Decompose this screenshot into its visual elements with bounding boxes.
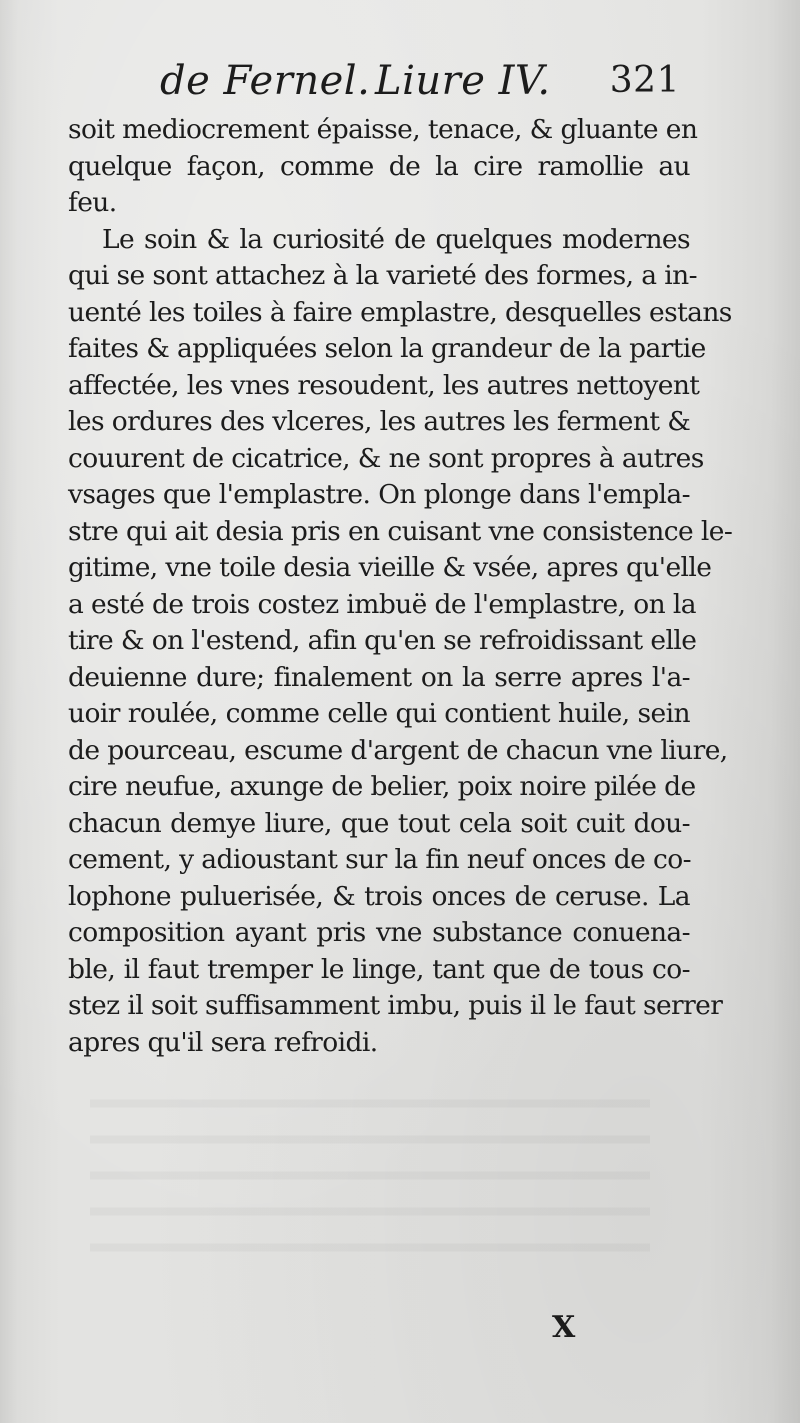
text-line: lophone puluerisée, & trois onces de ceruse. La xyxy=(68,880,690,912)
text-line: soit mediocrement épaisse, tenace, & gluante en xyxy=(68,114,698,145)
running-head-book: Liure IV. xyxy=(375,58,551,104)
show-through xyxy=(90,1085,650,1275)
text-line: faites & appliquées selon la grandeur de la partie xyxy=(68,333,706,364)
text-line: Le soin & la curiosité de quelques modernes xyxy=(102,223,690,255)
text-line: gitime, vne toile desia vieille & vsée, apres qu'elle xyxy=(68,552,712,583)
text-line: cement, y adioustant sur la fin neuf onces de co- xyxy=(68,844,692,875)
text-line: les ordures des vlceres, les autres les ferment & xyxy=(68,406,691,437)
text-line: feu. xyxy=(68,187,117,218)
text-line: affectée, les vnes resoudent, les autres nettoyent xyxy=(68,369,700,401)
text-line: vsages que l'emplastre. On plonge dans l'empla- xyxy=(68,479,690,510)
text-line: a esté de trois costez imbuë de l'emplastre, on la xyxy=(68,588,696,620)
text-line: deuienne dure; finalement on la serre apres l'a- xyxy=(68,661,690,693)
page-number: 321 xyxy=(609,60,680,101)
text-line: uoir roulée, comme celle qui contient huile, sein xyxy=(68,698,690,729)
text-line: ble, il faut tremper le linge, tant que de tous co- xyxy=(68,953,690,985)
text-line: qui se sont attachez à la varieté des formes, a in- xyxy=(68,260,697,291)
text-line: stez il soit suffisamment imbu, puis il le faut serrer xyxy=(68,990,723,1021)
running-head-author: de Fernel. xyxy=(160,58,371,104)
text-line: uenté les toiles à faire emplastre, desquelles estans xyxy=(68,296,732,328)
body-text xyxy=(68,112,733,1061)
running-head xyxy=(160,58,700,108)
text-line: chacun demye liure, que tout cela soit cuit dou- xyxy=(68,807,690,839)
text-line: tire & on l'estend, afin qu'en se refroidissant elle xyxy=(68,625,697,656)
text-line: couurent de cicatrice, & ne sont propres à autres xyxy=(68,442,704,474)
text-line: quelque façon, comme de la cire ramollie au xyxy=(68,150,690,182)
text-line: apres qu'il sera refroidi. xyxy=(68,1026,378,1058)
text-line: stre qui ait desia pris en cuisant vne consistence le- xyxy=(68,515,733,547)
text-line: composition ayant pris vne substance conuena- xyxy=(68,917,690,948)
signature-mark: X xyxy=(552,1310,576,1345)
text-line: de pourceau, escume d'argent de chacun vne liure, xyxy=(68,734,728,766)
text-line: cire neufue, axunge de belier, poix noire pilée de xyxy=(68,771,696,802)
